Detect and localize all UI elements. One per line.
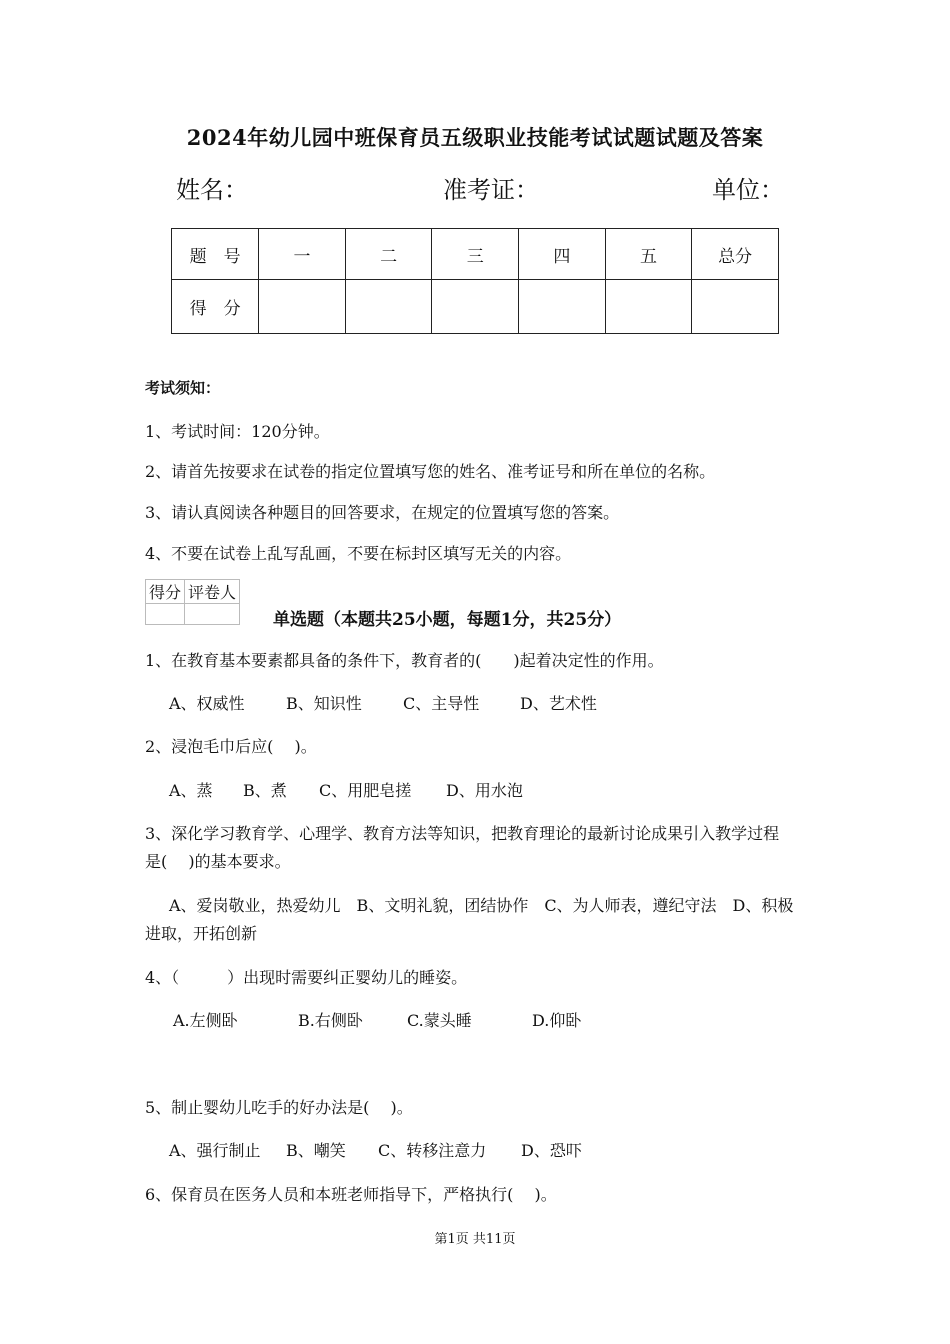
name-label: 姓名：	[176, 176, 248, 204]
score-table-header-row	[172, 229, 779, 280]
notice-item: 1、考试时间：120分钟。	[145, 422, 330, 441]
q1-option-b[interactable]: B、知识性	[286, 694, 362, 713]
notice-item: 2、请首先按要求在试卷的指定位置填写您的姓名、准考证号和所在单位的名称。	[145, 462, 716, 481]
score-header-cell: 二	[345, 229, 432, 280]
question-4: 4、（ ）出现时需要纠正婴幼儿的睡姿。	[145, 968, 468, 987]
question-5: 5、制止婴幼儿吃手的好办法是( )。	[145, 1098, 413, 1117]
q2-option-a[interactable]: A、蒸	[169, 781, 213, 800]
notice-item: 3、请认真阅读各种题目的回答要求，在规定的位置填写您的答案。	[145, 503, 620, 522]
score-cell[interactable]	[519, 280, 606, 334]
unit-label: 单位：	[712, 176, 784, 204]
q3-options[interactable]: A、爱岗敬业，热爱幼儿 B、文明礼貌，团结协作 C、为人师表，遵纪守法 D、积极	[169, 896, 794, 915]
q1-option-d[interactable]: D、艺术性	[520, 694, 597, 713]
document-title: 2024年幼儿园中班保育员五级职业技能考试试题试题及答案	[186, 125, 764, 150]
q3-options-cont[interactable]: 进取，开拓创新	[145, 924, 258, 943]
score-cell[interactable]	[692, 280, 779, 334]
grader-reviewer-cell[interactable]	[185, 604, 240, 625]
score-header-cell: 五	[605, 229, 692, 280]
score-table-score-row	[172, 280, 779, 334]
q2-option-c[interactable]: C、用肥皂搓	[319, 781, 412, 800]
score-header-cell: 三	[432, 229, 519, 280]
score-header-cell: 一	[259, 229, 346, 280]
q4-option-d[interactable]: D.仰卧	[532, 1011, 582, 1030]
question-3: 3、深化学习教育学、心理学、教育方法等知识，把教育理论的最新讨论成果引入教学过程	[145, 824, 780, 843]
score-cell[interactable]	[605, 280, 692, 334]
page-footer: 第1页 共11页	[434, 1232, 516, 1247]
grader-score-cell[interactable]	[146, 604, 185, 625]
q5-option-b[interactable]: B、嘲笑	[286, 1141, 346, 1160]
exam-id-label: 准考证：	[443, 176, 539, 204]
q1-option-a[interactable]: A、权威性	[169, 694, 245, 713]
q1-option-c[interactable]: C、主导性	[403, 694, 480, 713]
question-6: 6、保育员在医务人员和本班老师指导下，严格执行( )。	[145, 1185, 557, 1204]
score-header-cell: 四	[519, 229, 606, 280]
notice-heading: 考试须知：	[145, 379, 221, 397]
score-cell[interactable]	[432, 280, 519, 334]
score-row-label: 得 分	[172, 280, 259, 334]
question-3-cont: 是( )的基本要求。	[145, 852, 291, 871]
notice-item: 4、不要在试卷上乱写乱画，不要在标封区填写无关的内容。	[145, 544, 572, 563]
grader-reviewer-label: 评卷人	[185, 580, 240, 604]
question-1: 1、在教育基本要素都具备的条件下，教育者的( )起着决定性的作用。	[145, 651, 664, 670]
q5-option-c[interactable]: C、转移注意力	[378, 1141, 487, 1160]
q4-option-b[interactable]: B.右侧卧	[298, 1011, 363, 1030]
question-2: 2、浸泡毛巾后应( )。	[145, 737, 317, 756]
score-table	[171, 228, 779, 334]
section-title: 单选题（本题共25小题，每题1分，共25分）	[273, 610, 622, 630]
q4-option-c[interactable]: C.蒙头睡	[407, 1011, 472, 1030]
q2-option-d[interactable]: D、用水泡	[446, 781, 523, 800]
grader-table	[145, 579, 240, 625]
score-header-cell: 总分	[692, 229, 779, 280]
score-cell[interactable]	[259, 280, 346, 334]
q5-option-a[interactable]: A、强行制止	[169, 1141, 261, 1160]
score-cell[interactable]	[345, 280, 432, 334]
q5-option-d[interactable]: D、恐吓	[521, 1141, 582, 1160]
q2-option-b[interactable]: B、煮	[243, 781, 287, 800]
score-header-cell: 题 号	[172, 229, 259, 280]
q4-option-a[interactable]: A.左侧卧	[173, 1011, 238, 1030]
grader-score-label: 得分	[146, 580, 185, 604]
